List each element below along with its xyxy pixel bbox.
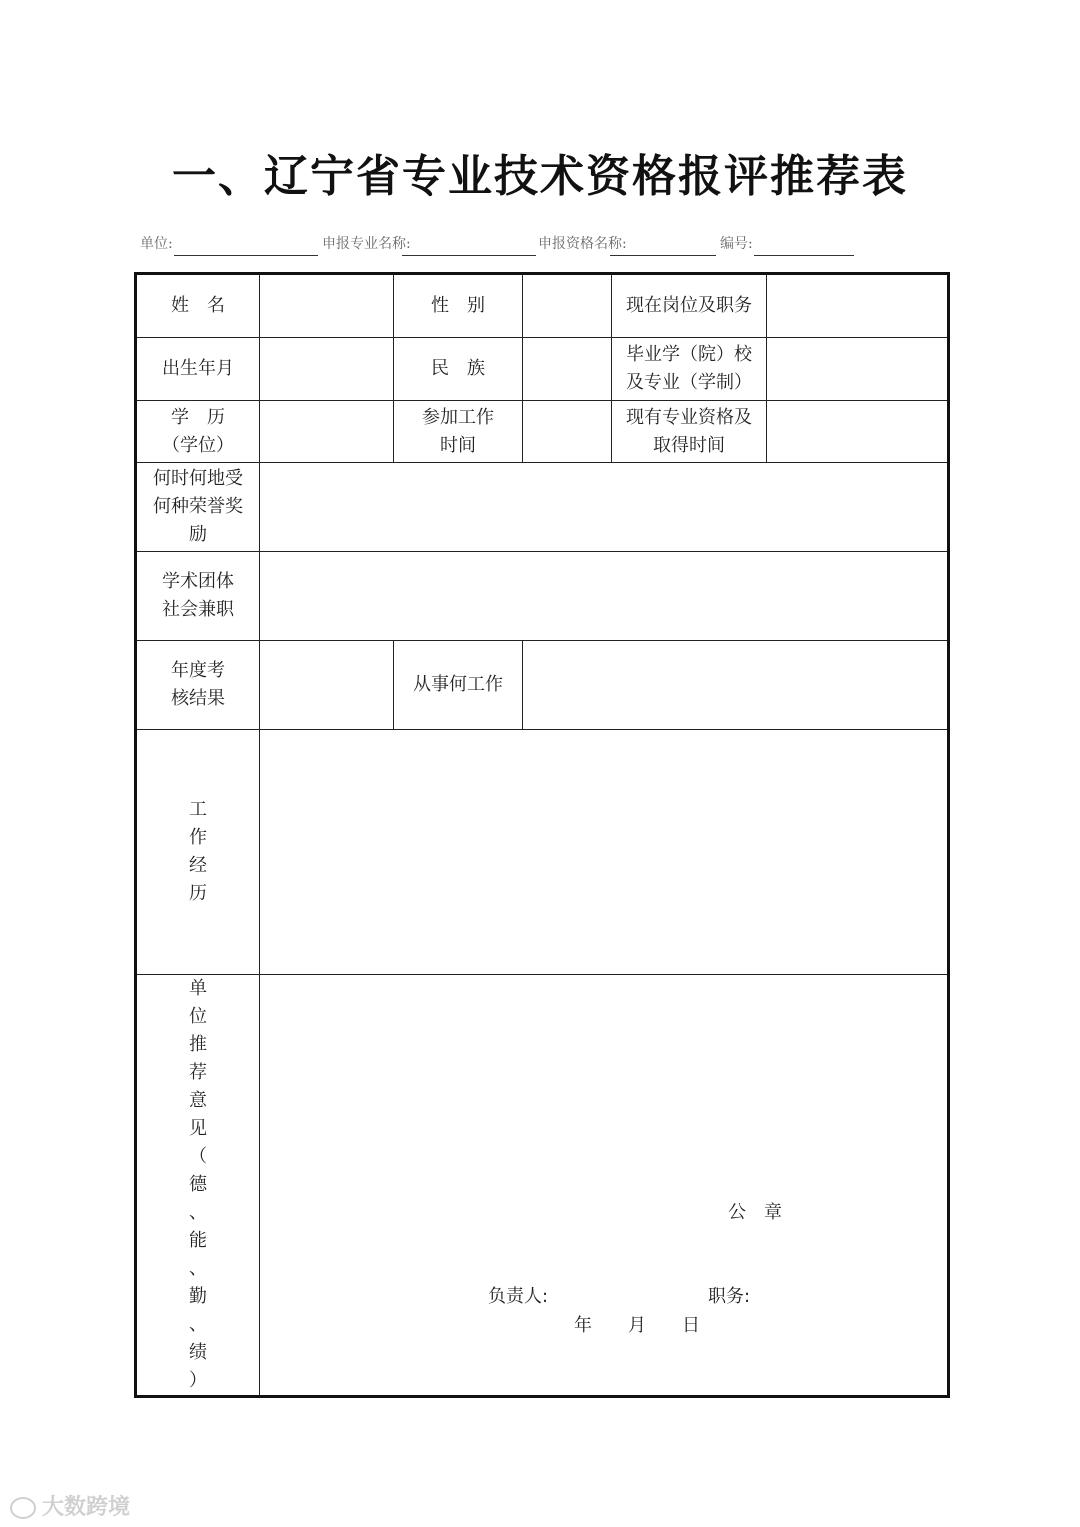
opinion-char: 意 <box>189 1090 207 1111</box>
experience-char: 经 <box>189 855 207 876</box>
watermark <box>10 1490 130 1521</box>
school-label <box>612 338 767 401</box>
opinion-char: 、 <box>189 1202 207 1223</box>
school-label-line-1: 毕业学（院）校 <box>626 344 752 365</box>
duty-label: 职务: <box>708 1286 751 1307</box>
opinion-label <box>136 975 260 1397</box>
ethnicity-label: 民 族 <box>394 338 523 401</box>
form-row-2 <box>136 338 949 401</box>
birth-field[interactable] <box>260 338 394 401</box>
school-field[interactable] <box>767 338 949 401</box>
form-row-6 <box>136 641 949 730</box>
work-start-label-line-1: 参加工作 <box>422 406 494 428</box>
date-line: 年 月 日 <box>574 1315 700 1336</box>
opinion-char: 推 <box>189 1034 207 1055</box>
form-row-8 <box>136 975 949 1397</box>
opinion-char: 位 <box>189 1006 207 1027</box>
experience-label <box>136 730 260 975</box>
form-row-7 <box>136 730 949 975</box>
experience-field[interactable] <box>260 730 949 975</box>
qualification-label: 申报资格名称: <box>538 236 627 252</box>
education-label-line-1: 学 历 <box>171 406 225 428</box>
number-blank-line[interactable] <box>754 255 854 256</box>
work-start-label <box>394 401 523 463</box>
honors-field[interactable] <box>260 463 949 552</box>
assessment-label <box>136 641 260 730</box>
number-label: 编号: <box>720 236 753 252</box>
opinion-char: 能 <box>189 1230 207 1251</box>
opinion-char: 、 <box>189 1258 207 1279</box>
opinion-char: ） <box>189 1370 207 1391</box>
major-blank-line[interactable] <box>402 255 536 256</box>
academic-label-line-1: 学术团体 <box>162 571 234 592</box>
name-label: 姓 名 <box>136 274 260 338</box>
form-row-4 <box>136 463 949 552</box>
academic-label-line-2: 社会兼职 <box>162 599 234 620</box>
current-qualification-label-line-2: 取得时间 <box>653 434 725 456</box>
opinion-char: 见 <box>189 1118 207 1139</box>
current-qualification-label <box>612 401 767 463</box>
work-engaged-field[interactable] <box>523 641 949 730</box>
watermark-logo-icon <box>10 1497 36 1519</box>
ethnicity-field[interactable] <box>523 338 612 401</box>
work-engaged-label: 从事何工作 <box>394 641 523 730</box>
honors-label-line-3: 励 <box>189 524 207 545</box>
post-label: 现在岗位及职务 <box>612 274 767 338</box>
opinion-char: 荐 <box>189 1062 207 1083</box>
academic-field[interactable] <box>260 552 949 641</box>
work-start-label-line-2: 时间 <box>440 434 476 456</box>
unit-label: 单位: <box>140 236 173 252</box>
recommendation-form-table <box>134 272 950 1398</box>
experience-char: 作 <box>189 827 207 848</box>
name-field[interactable] <box>260 274 394 338</box>
assessment-label-line-1: 年度考 <box>171 660 225 681</box>
unit-blank-line[interactable] <box>174 255 318 256</box>
gender-field[interactable] <box>523 274 612 338</box>
form-row-1 <box>136 274 949 338</box>
responsible-person-label: 负责人: <box>488 1286 549 1307</box>
opinion-char: 勤 <box>189 1286 207 1307</box>
opinion-char: 单 <box>189 978 207 999</box>
qualification-blank-line[interactable] <box>610 255 716 256</box>
watermark-text: 大数跨境 <box>42 1495 131 1520</box>
current-qualification-field[interactable] <box>767 401 949 463</box>
academic-label <box>136 552 260 641</box>
birth-label: 出生年月 <box>136 338 260 401</box>
experience-char: 工 <box>189 799 207 820</box>
work-start-field[interactable] <box>523 401 612 463</box>
form-header-row <box>140 233 860 259</box>
form-row-5 <box>136 552 949 641</box>
post-field[interactable] <box>767 274 949 338</box>
current-qualification-label-line-1: 现有专业资格及 <box>626 406 752 428</box>
official-seal-label: 公 章 <box>728 1202 782 1223</box>
signature-row <box>488 1283 751 1311</box>
opinion-char: （ <box>189 1146 207 1167</box>
opinion-char: 、 <box>189 1314 207 1335</box>
document-title: 一、辽宁省专业技术资格报评推荐表 <box>172 151 908 202</box>
opinion-char: 德 <box>189 1174 207 1195</box>
opinion-char: 绩 <box>189 1342 207 1363</box>
education-label-line-2: （学位） <box>162 434 234 456</box>
honors-label-line-1: 何时何地受 <box>153 468 243 489</box>
experience-char: 历 <box>189 883 207 904</box>
honors-label <box>136 463 260 552</box>
opinion-field[interactable] <box>260 975 949 1397</box>
assessment-field[interactable] <box>260 641 394 730</box>
assessment-label-line-2: 核结果 <box>171 688 225 709</box>
school-label-line-2: 及专业（学制） <box>626 372 752 393</box>
education-field[interactable] <box>260 401 394 463</box>
gender-label: 性 别 <box>394 274 523 338</box>
honors-label-line-2: 何种荣誉奖 <box>153 496 243 517</box>
major-label: 申报专业名称: <box>322 236 411 252</box>
education-label <box>136 401 260 463</box>
form-row-3 <box>136 401 949 463</box>
